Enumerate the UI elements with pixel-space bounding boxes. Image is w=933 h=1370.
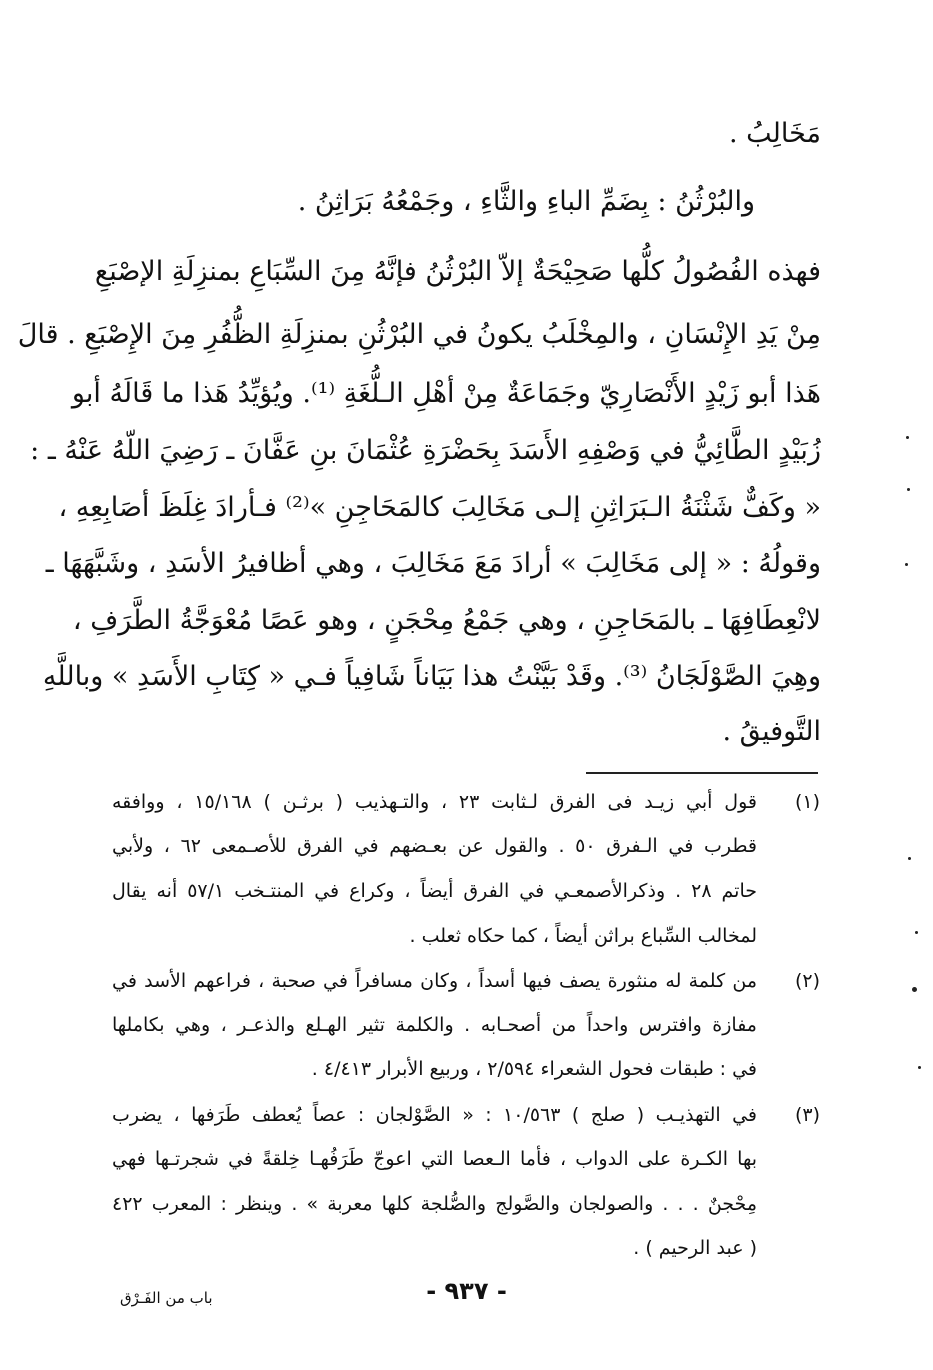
scan-speck [915, 931, 918, 934]
footnote-1-line-3: حاتم ٢٨ . وذكرالأصمعـي في الفرق أيضاً ، وكراع في المنتـخب ٥٧/١ أنه يقال [112, 880, 757, 902]
scan-speck [905, 563, 908, 566]
footnote-2-line-1: من كلمة له منثورة يصف فيها أسداً ، وكان مسافراً في صحبة ، فراعهم الأسد في [112, 970, 757, 992]
footnote-2-line-2: مفازة وافترس واحداً من أصحـابه . والكلمة تثير الهـلع والذعـر ، وهي بكاملها [112, 1014, 757, 1036]
body-line-1: مَخَالِبُ . [728, 118, 821, 149]
body-line-6: زُبَيْدٍ الطَّائِيُّ في وَصْفِهِ الأَسَدَ بِحَضْرَةِ عُثْمَانَ بنِ عَفَّانَ ـ رَضِيَ اللّهُ عَنْهُ ـ : [30, 435, 821, 466]
body-line-10: وهِيَ الصَّوْلَجَانُ ⁽³⁾. وقَدْ بَيَّنْتُ هذا بَيَاناً شَافِياً فـي « كِتَابِ الأَسَدِ » وباللَّهِ [42, 661, 821, 692]
body-line-11: التَّوفيقُ . [722, 716, 821, 747]
scan-speck [906, 436, 909, 439]
footnote-3-line-2: بها الكـرة على الدواب ، فأما الـعصا التي اعوجّ طَرَفُهـا خِلقةً في شجرتـها فهي [112, 1148, 757, 1170]
body-line-3: فهذه الفُصُولُ كلُّها صَحِيْحَةٌ إلاّ البُرْثُنُ فإنَّهُ مِنَ السِّبَاعِ بمنزِلَةِ الإصْبَعِ [94, 256, 821, 287]
page-number: - ٩٣٧ - [426, 1277, 507, 1305]
scan-speck [912, 987, 917, 992]
footnote-3-line-3: مِحْجنٌ . . . والصولجان والصَّولج والصُّلجة كلها معربة » . وينظر : المعرب ٤٢٢ [112, 1193, 757, 1215]
footnote-3-number: (٣) [794, 1104, 820, 1126]
body-line-8: وقولُهُ : « إلى مَخَالِبَ » أرادَ مَعَ مَخَالِبَ ، وهي أظافيرُ الأسَدِ ، وشَبَّهَهَا ـ [45, 548, 821, 579]
scan-speck [918, 1066, 921, 1069]
body-line-2: والبُرْثُنُ : بِضَمِّ الباءِ والثَّاءِ ، وجَمْعُهُ بَرَاثِنُ . [297, 186, 755, 217]
body-line-5: هَذا أبو زَيْدٍ الأَنْصَارِيّ وجَمَاعَةٌ مِنْ أهْلِ الـلُّغَةِ ⁽¹⁾. ويُؤيِّدُ هَذا ما قَالَهُ أبو [71, 378, 821, 409]
running-footer: باب من الفَـرْق [120, 1289, 213, 1307]
body-line-7: « وكَفٌّ شَثْنَةُ الـبَرَاثِنِ إلـى مَخَالِبَ كالمَحَاجِنِ »⁽²⁾ فـأرادَ غِلَظَ أصَابِعِهِ ، [58, 492, 821, 523]
body-line-9: لانْعِطَافِهَا ـ بالمَحَاجِنِ ، وهي جَمْعُ مِحْجَنٍ ، وهو عَصًا مُعْوَجَّةُ الطَّرَفِ ، [72, 605, 821, 636]
footnote-1-number: (١) [794, 791, 820, 813]
footnote-1-line-2: قطرب في الـفرق ٥٠ . والقول عن بعـضهم في الفرق للأصـمعى ٦٢ ، ولأبي [112, 835, 757, 857]
footnote-1-line-1: قول أبي زيـد فى الفرق لـثابت ٢٣ ، والتـهذيب ( برثـن ) ١٥/١٦٨ ، ووافقه [112, 791, 757, 813]
scan-speck [907, 488, 910, 491]
body-line-4: مِنْ يَدِ الإِنْسَانِ ، والمِخْلَبُ يكونُ في البُرْثُنِ بمنزِلَةِ الظُّفُرِ مِنَ الإِصْبَعِ . قالَ [17, 319, 821, 350]
footnote-rule [586, 772, 818, 774]
footnote-1-line-4: لمخالب السِّباع براثن أيضاً ، كما حكاه ثعلب . [409, 925, 757, 947]
footnote-2-number: (٢) [794, 970, 820, 992]
footnote-3-line-1: في التهذيـب ( صلج ) ١٠/٥٦٣ : « الصَّوْلجان : عصاً يُعطف طَرَفها ، يضرب [112, 1104, 757, 1126]
scan-speck [908, 857, 911, 860]
footnote-3-line-4: ( عبد الرحيم ) . [633, 1237, 757, 1259]
footnote-2-line-3: في : طبقات فحول الشعراء ٢/٥٩٤ ، وربيع الأبرار ٤/٤١٣ . [311, 1058, 757, 1080]
